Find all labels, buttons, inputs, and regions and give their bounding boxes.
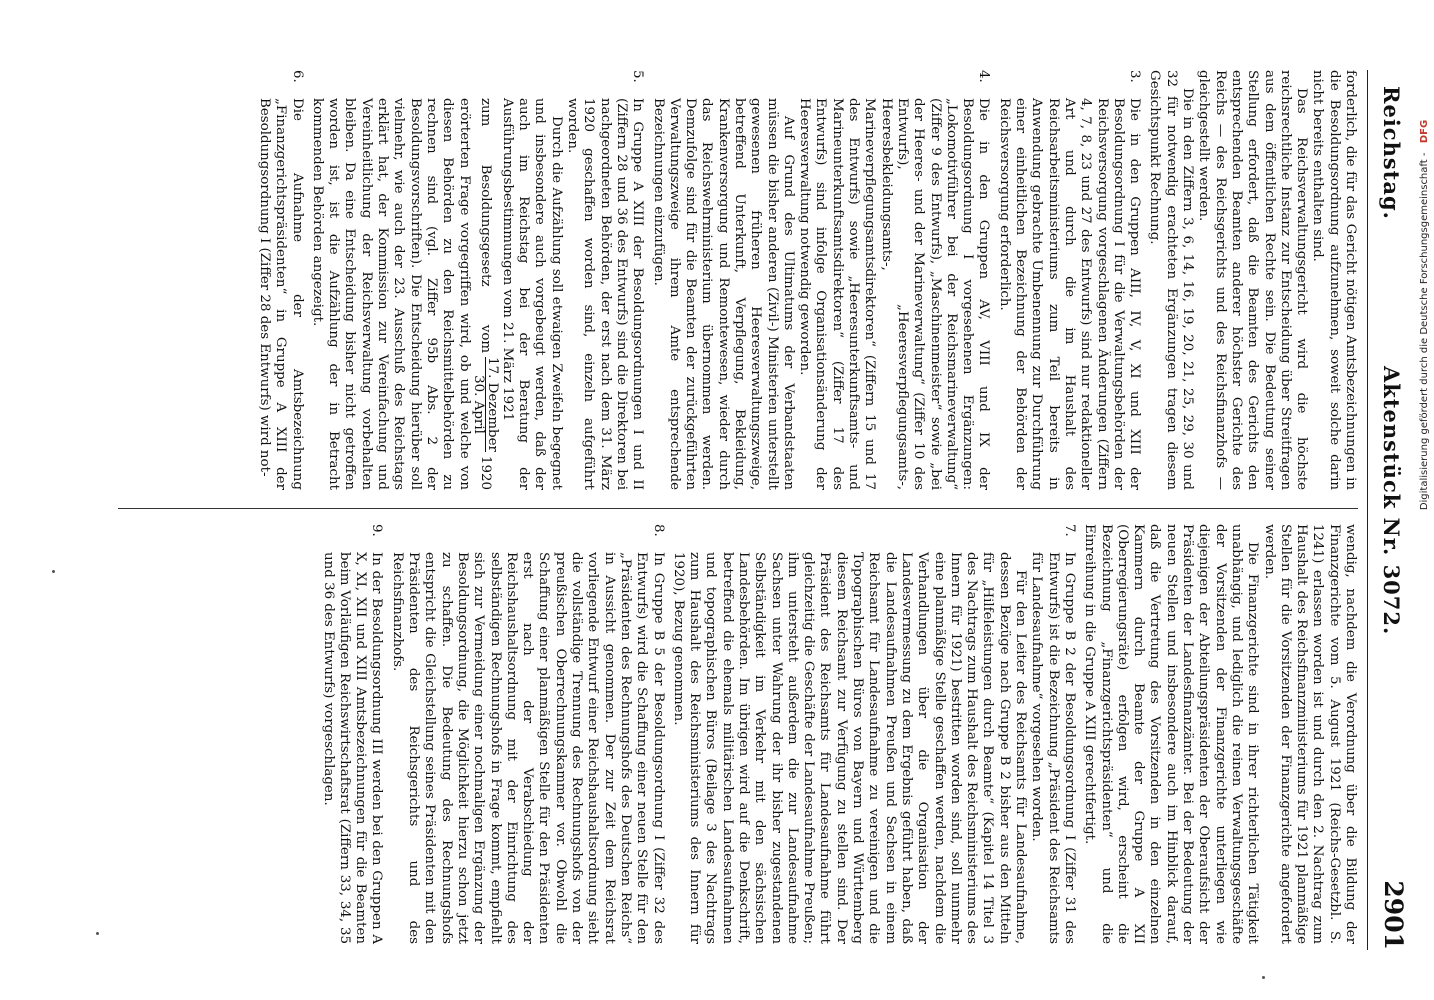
paragraph: Für den Leiter des Reichsamts für Landesaufnahme, dessen Bezüge nach Gruppe B 2 bisher aus den Mitteln für „Hilfeleistungen durch Beamte“ (Kapitel 14 Titel 3 des Nachtrags zum Haushalt des Reichsministeriums des Innern für 1921) bestritten worden sind, soll nunmehr eine planmäßige Stelle geschaffen werden, nachdem die Verhandlungen über die Organisation der Landesvermessung zu dem Ergebnis geführt haben, daß die Landesaufnahmen Preußen und Sachsen in einem Reichsamt für Landesaufnahme zu vereinigen und die Topographischen Büros von Bayern und Württemberg diesem Reichsamt zur Verfügung zu stellen sind. Der Präsident des Reichsamts für Landesaufnahme führt gleichzeitig die Geschäfte der Landesaufnahme Preußen; ihm untersteht außerdem die zur Landesaufnahme Sachsen unter Wahrung der ihr bisher zugestandenen Selbständigkeit im Verkehr mit den sächsischen Landesbehörden. Im übrigen wird auf die Denkschrift, betreffend die ehemals militärischen Landesaufnahmen und topographischen Büros (Beilage 3 des Nachtrags zum Haushalt des Reichsministeriums des Innern für 1920), Bezug genommen. — [670, 552, 1029, 944]
numbered-item-3 — [995, 70, 1142, 490]
paragraph: Die Finanzgerichte sind in ihrer richterlichen Tätigkeit unabhängig, und lediglich die reinen Verwaltungsgeschäfte der Vorsitzenden der Finanzgerichte unterliegen wie diejenigen der Abteilungspräsidenten der Oberaufsicht der Präsidenten der Landesfinanzämter. Bei der Bedeutung der neuen Stellen und insbesondere auch im Hinblick darauf, daß die Vertretung des Vorsitzenden in den einzelnen Kammern durch Beamte der Gruppe A XII (Oberregierungsräte) erfolgen wird, erscheint die Bezeichnung „Finanzgerichtspräsidenten“ und die Einreihung in die Gruppe A XIII gerechtfertigt. — [1082, 524, 1261, 944]
header-rule — [1367, 70, 1368, 950]
right-column — [317, 524, 1358, 944]
scan-speck — [52, 570, 55, 573]
numbered-item-9 — [319, 524, 384, 944]
numbered-item-4 — [649, 70, 991, 490]
item-number: 4. — [976, 70, 992, 83]
item-number: 6. — [289, 70, 305, 83]
paragraph: Die Aufnahme der Amtsbezeichnung „Finanzgerichtspräsidenten“ in Gruppe A XIII der Besoldungsordnung I (Ziffer 28 des Entwurfs) wird not- — [257, 98, 305, 490]
numbered-item-7 — [670, 524, 1077, 944]
digitization-text: Digitalisierung gefördert durch die Deutsche Forschungsgemeinschaft - — [1419, 152, 1430, 511]
scan-speck — [96, 932, 99, 935]
paragraph: In der Besoldungsordnung III werden bei den Gruppen A X, XI, XII und XIII Amtsbezeichnungen für die Beamten beim Vorläufigen Reichswirtschaftsrat (Ziffern 33, 34, 35 und 36 des Entwurfs) vorgeschlagen. — [320, 552, 385, 944]
text-run: 1920 — [477, 455, 493, 490]
scan-speck — [1262, 976, 1265, 979]
paragraph: Die in den Ziffern 3, 6, 14, 16, 19, 20, 21, 25, 29, 30 und 32 für notwendig erachteten Ergänzungen tragen diesem Gesichtspunkt Rechnung. — [1147, 70, 1196, 490]
dfg-logo: DFG — [1419, 120, 1430, 144]
item-number: 8. — [650, 524, 666, 537]
text-run: erörterten Frage vorgegriffen wird, ob und welche von diesen Behörden zu den Reichsmittelbehörden zu rechnen sind (vgl. Ziffer 95b Abs. 2 der Besoldungsvorschriften). Die Entscheidung hierüber soll vielmehr, wie auch der 23. Ausschuß des Reichstags erklärt hat, der Kommission zur Vereinfachung und Vereinheitlichung der Reichsverwaltung vorbehalten bleiben. Da eine Entscheidung bisher nicht getroffen worden ist, ist die Aufzählung der in Betracht kommenden Behörden angezeigt. — [309, 98, 472, 490]
item-number: 5. — [630, 70, 646, 83]
fraction-top: 17. Dezember — [484, 357, 500, 452]
item-number: 7. — [1061, 524, 1077, 537]
paragraph: In Gruppe B 2 der Besoldungsordnung I (Ziffer 31 des Entwurfs) ist die Bezeichnung „Präsident des Reichsamts für Landesaufnahme“ vorgesehen worden. — [1029, 552, 1077, 944]
left-column — [254, 70, 1358, 490]
page-header — [1370, 70, 1410, 950]
header-aktenstueck: Aktenstück Nr. 3072. — [1379, 366, 1404, 636]
paragraph: In Gruppe B 5 der Besoldungsordnung I (Ziffer 32 des Entwurfs) wird die Schaffung einer neuen Stelle für den „Präsidenten des Rechnungshofs des Deutschen Reichs“ in Aussicht genommen. Der zur Zeit dem Reichsrat vorliegende Entwurf einer Reichshaushaltsordnung sieht die vollständige Trennung des Rechnungshofs von der preußischen Oberrechnungskammer vor. Obwohl die Schaffung einer planmäßigen Stelle für den Präsidenten erst nach der Verabschiedung der Reichshaushaltsordnung mit der Einrichtung des selbständigen Rechnungshofs in Frage kommt, empfiehlt sich zur Vermeidung einer nochmaligen Ergänzung der Besoldungsordnung, die Möglichkeit hierzu schon jetzt zu schaffen. Die Bedeutung des Rechnungshofs entspricht die Gleichstellung seines Präsidenten mit den Präsidenten des Reichsgerichts und des Reichsfinanzhofs. — [389, 552, 666, 944]
paragraph: wendig, nachdem die Verordnung über die Bildung der Finanzgerichte vom 5. August 1921 (Reichs-Gesetzbl. S. 1241) erlassen worden ist und durch den 2. Nachtrag zum Haushalt des Reichsfinanzministeriums für 1921 planmäßige Stellen für die Vorsitzenden der Finanzgerichte angefordert werden. — [1261, 524, 1358, 944]
text-run: zum Besoldungsgesetz vom — [477, 98, 493, 354]
paragraph: Das Reichsverwaltungsgericht wird die höchste reichsrechtliche Instanz zur Entscheidung über Streitfragen aus dem öffentlichen Rechte sein. Die Bedeutung seiner Stellung erfordert, daß die Beamten des Gerichts den entsprechenden Beamten anderer höchster Gerichte des Reichs — des Reichsgerichts und des Reichsfinanzhofs — gleichgestellt werden. — [1196, 70, 1310, 490]
column-divider — [118, 508, 1358, 509]
item-number: 3. — [1127, 70, 1143, 83]
paragraph: In Gruppe A XIII der Besoldungsordnungen I und II (Ziffern 28 und 36 des Entwurfs) sind die Direktoren bei nachgeordneten Behörden, der erst nach dem 31. März 1920 geschaffen worden sind, einzeln aufgeführt worden. — [565, 98, 646, 490]
paragraph: Auf Grund des Ultimatums der Verbandstaaten müssen die bisher anderen (Zivil-) Ministerien unterstellt gewesenen früheren Heeresverwaltungszweige, betreffend Unterkunft, Verpflegung, Bekleidung, Krankenversorgung und Remontewesen, wieder durch das Reichswehrministerium übernommen werden. Demzufolge sind für die Beamten der zurückgeführten Verwaltungszweige ihrem Amte entsprechende Bezeichnungen einzufügen. — [650, 98, 796, 490]
numbered-item-6 — [256, 70, 305, 490]
digitization-note — [1419, 120, 1430, 510]
header-reichstag: Reichstag. — [1379, 86, 1404, 220]
page-number: 2901 — [1379, 880, 1408, 950]
date-fraction — [472, 357, 499, 452]
paragraph: Die in den Gruppen AIII, IV, V, XI und XIII der Besoldungsordnung I für die Verwaltungsbehörden der Reichsversorgung vorgeschlagenen Änderungen (Ziffern 4, 7, 8, 23 und 27 des Entwurfs) sind nur redaktioneller Art und durch die im Haushalt des Reichsarbeitsministeriums zum Teil bereits in Anwendung gebrachte Umbenennung zur Durchführung einer einheitlichen Bezeichnung der Behörden der Reichsversorgung erforderlich. — [996, 98, 1143, 490]
numbered-item-8 — [388, 524, 665, 944]
paragraph: Durch die Aufzählung soll etwaigen Zweifeln begegnet und insbesondere auch vorgebeugt werden, daß der auch im Reichstag bei der Beratung der Ausführungsbestimmungen vom 21. März 1921 — [499, 98, 564, 490]
fraction-bottom: 30. April — [470, 375, 486, 434]
document-page — [110, 70, 1410, 950]
paragraph: Die in den Gruppen AV, VIII und IX der Besoldungsordnung I vorgesehenen Ergänzungen: „Lokomotivführer bei der Reichsmarineverwaltung“ (Ziffer 9 des Entwurfs), „Maschinenmeister“ sowie „bei der Heeres- und der Marineverwaltung“ (Ziffer 10 des Entwurfs), „Heeresverpflegungsamts-, Heeresbekleidungsamts-, Marineverpflegungsamtsdirektoren“ (Ziffern 15 und 17 des Entwurfs) sowie „Heeresunterkunftsamts- und Marineunterkunftsamtsdirektoren“ (Ziffer 17 des Entwurfs) sind infolge Organisationsänderung der Heeresverwaltung notwendig geworden. — [797, 98, 992, 490]
item-number: 9. — [369, 524, 385, 537]
paragraph: forderlich, die für das Gericht nötigen Amtsbezeichnungen in die Besoldungsordnung aufzunehmen, soweit solche darin nicht bereits enthalten sind. — [1310, 70, 1358, 490]
numbered-item-5 — [309, 70, 646, 490]
paragraph-with-fraction — [309, 98, 499, 490]
